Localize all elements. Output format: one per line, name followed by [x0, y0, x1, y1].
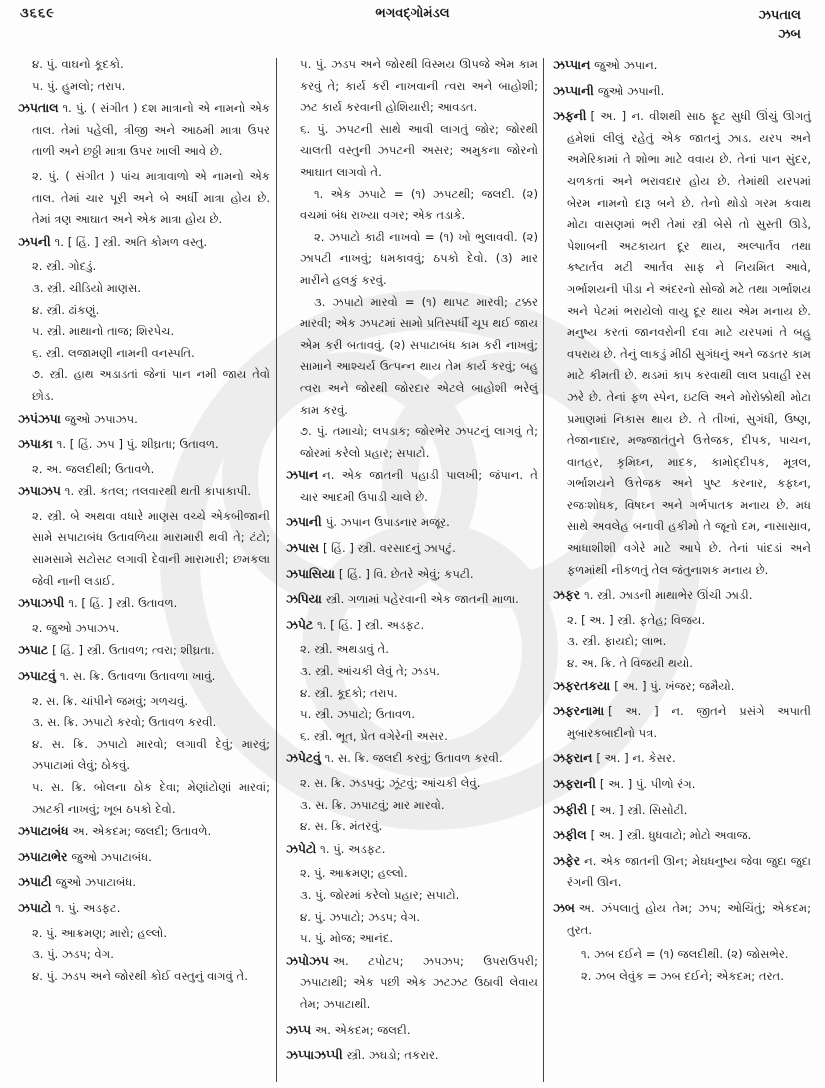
sense-definition: ૪. સ્ત્રી. ઢાંકણું. — [32, 302, 100, 317]
dictionary-entry — [286, 614, 538, 637]
definition-text: [ અ. ] ન. જીતને પ્રસંગે અપાતી મુબારકબાદીનો પત્ર. — [567, 704, 811, 740]
sense-definition: ૪. અ. ક્રિ. તે વિજયી થયો. — [567, 656, 693, 671]
definition-text: ૧. [ હિં. ઝપ ] પું. શીઘ્રતા; ઉતાવળ. — [56, 437, 219, 452]
definition-text: ૧. પું. અડફટ. — [320, 841, 386, 856]
sense-definition: ૨. પું. આક્રમણ; મારો; હલ્લો. — [32, 925, 168, 940]
headword: ઝપાઝપી — [18, 595, 65, 611]
dictionary-entry — [286, 588, 538, 611]
dictionary-entry — [286, 950, 538, 1016]
definition-text: ૧. પું. ( સંગીત ) દશ માત્રાનો એ નામનો એક તાલ. તેમાં પહેલી, ત્રીજી અને આઠમી માત્રા ઉપર તાળી અને છઠ્ઠી માત્રા ઉપર ખાલી આવે છે. — [32, 101, 270, 159]
dictionary-entry — [18, 480, 270, 503]
dictionary-entry — [286, 1044, 538, 1067]
dictionary-entry — [553, 824, 811, 847]
dictionary-entry — [18, 846, 270, 869]
definition-text: જુઓ ઝપાન. — [594, 58, 658, 72]
dictionary-entry — [18, 433, 270, 456]
headword: ઝપાસ — [286, 540, 319, 556]
definition-text: ૧. સ. ક્રિ. જલદી કરવું; ઉતાવળ કરવી. — [324, 751, 503, 766]
definition-text: જુઓ ઝપાઝપ. — [64, 411, 138, 426]
sense-definition: ૨. સ. ક્રિ. ઝડપવું; ઝૂંટવું; આંચકી લેવું. — [300, 776, 481, 790]
definition-text: [ હિં. ] વિ. છેતરે એવું; કપટી. — [338, 566, 474, 581]
definition-text: સ્ત્રી. ઝઘડો; તકરાર. — [346, 1048, 439, 1063]
headword: ઝફેર — [553, 852, 581, 868]
sense-definition: ૬. પું. ઝપટની સાથે આવી લાગતું જોર; જોરથી ચાલતી વસ્તુની ઝપટની અસર; અમુકના જોરનો આઘાત લાગવો તે. — [300, 121, 538, 179]
headword: ઝપાટાબંધ — [18, 823, 69, 839]
headword: ઝપાટ — [18, 642, 49, 658]
dictionary-entry — [553, 105, 811, 581]
headword: ઝબ — [553, 899, 575, 915]
sense-definition: ૫. સ્ત્રી. માથાનો તાજ; શિરપેચ. — [32, 324, 175, 339]
headword: ઝપાટાભેર — [18, 848, 68, 864]
dictionary-entry — [553, 700, 811, 744]
sense-definition: ૪. પું. ઝપાટો; ઝડપ; વેગ. — [300, 909, 421, 924]
definition-text: સ્ત્રી. ગળામાં પહેરવાની એક જાતની માળા. — [325, 592, 519, 607]
dictionary-entry — [553, 773, 811, 796]
definition-text: ૧. [ હિં. ] સ્ત્રી. ઉતાવળ. — [68, 596, 178, 611]
column-divider — [276, 58, 277, 1082]
guide-word-first: ઝપતાલ — [758, 8, 801, 23]
page-number: ૩૬૬૯ — [20, 6, 55, 21]
sense-definition: ૨. સ. ક્રિ. ચાંપીને જમવું; ગળચવું. — [32, 693, 189, 708]
definition-text: ૧. સ્ત્રી. કતલ; તલવારથી થતી કાપાકાપી. — [64, 484, 252, 499]
definition-text: જુઓ ઝપાની. — [597, 83, 665, 98]
dictionary-entry — [286, 537, 538, 560]
column-middle — [286, 54, 538, 1088]
headword: ઝપેટ — [286, 616, 314, 632]
page-header — [0, 0, 825, 46]
definition-text: [ હિં. ] સ્ત્રી. ઉતાવળ; ત્વરા; શીઘ્રતા. — [52, 643, 215, 658]
headword: ઝપ્પાઝપ્પી — [286, 1047, 343, 1063]
sense-definition: ૪. પું. વાઘનો કૂદકો. — [32, 57, 124, 71]
definition-text: [ અ. ] સ્ત્રી. ધુધવાટો; મોટો અવાજ. — [590, 828, 752, 843]
sense-definition: ૭. સ્ત્રી. હાથ અડાડતાં જેનાં પાન નમી જાય તેવો છોડ. — [32, 367, 270, 403]
sense-definition: ૩. પું. ઝડપ; વેગ. — [32, 947, 114, 962]
sense-definition: ૩. સ્ત્રી. આંચકી લેવું તે; ઝડપ. — [300, 664, 440, 679]
definition-text: ૧. [ હિં. ] સ્ત્રી. અતિ કોમળ વસ્તુ. — [54, 234, 208, 249]
dictionary-entry — [18, 665, 270, 688]
sense-definition: ૬. સ્ત્રી. લજામણી નામની વનસ્પતિ. — [32, 345, 195, 360]
definition-text: [ અ. ] પું. પીળો રંગ. — [599, 777, 696, 791]
dictionary-entry — [286, 511, 538, 534]
definition-text: [ અ. ] પું. ખંજર; જમૈયો. — [614, 678, 735, 693]
definition-text: અ. ટપોટપ; ઝપઝપ; ઉપરાઉપરી; ઝપાટાથી; એક પછી એક ઝટઝટ ઉઠાવી લેવાય તેમ; ઝપાટાથી. — [300, 953, 538, 1011]
sense-definition: ૬. સ્ત્રી. ભૂત, પ્રેત વગેરેની અસર. — [300, 728, 448, 743]
headword: ઝફરનામા — [553, 703, 605, 719]
definition-text: ૧. [ હિં. ] સ્ત્રી. અડફટ. — [317, 617, 425, 632]
definition-text: અ. એકદમ; જલદી; ઉતાવળે. — [72, 824, 212, 839]
sense-definition: ૩. સ. ક્રિ. ઝપાટો કરવો; ઉતાવળ કરવી. — [32, 715, 217, 730]
sense-definition: ૨. જુઓ ઝપાઝપ. — [32, 620, 120, 635]
sense-definition: ૨. સ્ત્રી. ગોદડું. — [32, 259, 97, 274]
idiom-phrase: ૨. ઝબ લેવુંક = ઝબ દઈને; એકદમ; તરત. — [581, 968, 784, 983]
dictionary-entry — [553, 850, 811, 894]
sense-definition: ૫. સ્ત્રી. ઝપાટો; ઉતાવળ. — [300, 707, 416, 722]
sense-definition: ૨. અ. જલદીથી; ઉતાવળે. — [32, 461, 155, 476]
sense-definition: ૨. પું. આક્રમણ; હલ્લો. — [300, 866, 408, 881]
definition-text: અ. એકદમ; જલદી. — [315, 1022, 411, 1037]
sense-definition: ૩. સ્ત્રી. ચીડિયો માણસ. — [32, 280, 142, 295]
headword: ઝપાની — [286, 514, 322, 530]
headword: ઝપિયા — [286, 591, 322, 607]
headword: ઝપાન — [286, 467, 319, 483]
sense-definition: ૩. સ્ત્રી. ફાયદો; લાભ. — [567, 634, 667, 649]
dictionary-entry — [18, 820, 270, 843]
sense-definition: ૫. સ. ક્રિ. બોલના ઠોક દેવા; મેણાંટોણાં મારવાં; ઝાટકી નાખવું; ખૂબ ઠપકો દેવો. — [32, 780, 270, 816]
headword: ઝફની — [553, 108, 587, 124]
dictionary-entry — [286, 838, 538, 861]
sense-definition: ૨. સ્ત્રી. અથડાવું તે. — [300, 642, 389, 657]
definition-text: ૧. પું. અડફટ. — [55, 900, 121, 915]
headword: ઝફરાની — [553, 776, 596, 791]
sense-definition: ૨. [ અ. ] સ્ત્રી. ફતેહ; વિજય. — [567, 612, 706, 627]
idiom-phrase: ૧. ઝબ દઈને = (૧) જલદીથી. (૨) જોસભેર. — [581, 947, 789, 962]
headword: ઝફર — [553, 587, 581, 603]
idiom-phrase: ૩. ઝપાટો મારવો = (૧) થાપટ મારવી; ટક્કર મારવી; એક ઝપટમાં સામો પ્રતિસ્પર્ધી ચૂપ થઈ જાય એમ કરી બતાવવું. (૨) સપાટાબંધ કામ કરી નાખવું; સામાને આશ્ચર્ય ઉત્પન્ન થાય તેમ કાર્ય કરવું; બહુ ત્વરા અને જોરથી જોરદાર એટલે બાહોશી ભરેલું કામ કરવું. — [300, 294, 538, 417]
headword: ઝપંઝપા — [18, 410, 61, 426]
dictionary-entry — [18, 231, 270, 254]
dictionary-entry — [286, 747, 538, 770]
sense-definition: ૪. સ. ક્રિ. ઝપાટો મારવો; લગાવી દેવું; મારવું; ઝપાટામાં લેવું; ઠોકવું. — [32, 736, 270, 773]
definition-text: [ અ. ] સ્ત્રી. સિસોટી. — [591, 802, 688, 817]
definition-text: [ અ. ] ન. વીશથી સાઠ ફૂટ સુધી ઊંચું ઊગતું હમેશાં લીલું રહેતું એક જાતનું ઝાડ. યરપ અને અમેરિકામાં તે શોભા માટે વવાય છે. તેનાં પાન સુંદર, ચળકતાં અને ભરાવદાર હોય છે. તેમાંથી યરપમાં બેરમ નામનો દારૂ બને છે. તેનો થોડો ગરમ કવાથ મોટા વાસણમાં ભરી તેમાં સ્ત્રી બેસે તો સુસ્તી ઊડે, પેશાબની અટકાયત દૂર થાય, અલ્પાર્તવ તથા કષ્ટાર્તવ મટી આર્તવ સાફ ને નિયમિત આવે, ગર્ભાશયની પીડા ને અંદરનો સોજો મટે તથા ગર્ભાશય અને પેટમાં ભરાયેલો વાયુ દૂર થાય એમ મનાય છે. મનુષ્ય કરતાં જાનવરોની દવા માટે યરપમાં તે બહુ વપરાય છે. તેનું લાકડું મીઠી સુગંધનું અને જડતર કામ માટે કીમતી છે. થડમાં કાપ કરવાથી લાલ પ્રવાહી રસ ઝરે છે. તેનાં ફળ સ્પેન, ઇટલિ અને મોરોક્કોથી મોટા પ્રમાણમાં નિકાસ થાય છે. તે તીખાં, સુગંધી, ઉષ્ણ, તેજાનાદાર, મજ્જાતંતુને ઉત્તેજક, દીપક, પાચન, વાતહર, કૃમિઘ્ન, માદક, કામોદ્દીપક, મૂત્રલ, ગર્ભાશયને ઉત્તેજક અને પુષ્ટ કરનાર, કફઘ્ન, રજઃશોધક, વિષઘ્ન અને ગર્ભપાતક મનાય છે. મધ સાથે અવલેહ બનાવી હકીમો તે જૂનો દમ, નાસાસ્રાવ, આધાશીશી વગેરે માટે આપે છે. તેનાં પાંદડાં અને ફળમાંથી નીકળતું તેલ જંતુનાશક મનાય છે. — [567, 109, 811, 577]
dictionary-entry — [553, 584, 811, 607]
idiom-phrase: ૨. ઝપાટો કાઢી નાખવો = (૧) ખો ભુલાવવી. (૨) ઝાપટી નાખવું; ધમકાવવું; ઠપકો દેવો. (૩) માર મારીને હલકું કરવું. — [300, 229, 538, 287]
idiom-phrase: ૧. એક ઝપાટે = (૧) ઝપટથી; જલદી. (૨) વચમાં બંધ રાખ્યા વગર; એક તડાકે. — [300, 186, 538, 223]
sense-definition: ૫. પું. મોજ; આનંદ. — [300, 931, 394, 946]
sense-definition: ૨. પું. ( સંગીત ) પાંચ માત્રાવાળો એ નામનો એક તાલ. તેમાં ચાર પૂરી અને બે અર્ધી માત્રા હોય છે. તેમાં ત્રણ આઘાત અને એક માત્રા હોય છે. — [32, 168, 270, 227]
definition-text: પું. ઝપાન ઉપાડનાર મજૂર. — [325, 515, 450, 530]
headword: ઝફરાન — [553, 750, 593, 766]
column-right — [553, 54, 811, 1088]
dictionary-entry — [18, 97, 270, 163]
headword: ઝપતાલ — [18, 100, 59, 116]
headword: ઝપ્પ — [286, 1021, 312, 1037]
dictionary-entry — [286, 464, 538, 508]
sense-definition: ૩. સ. ક્રિ. ઝપાટવું; માર મારવો. — [300, 797, 445, 812]
sense-definition: ૨. સ્ત્રી. બે અથવા વધારે માણસ વચ્ચે એકબીજાની સામે સપાટાબંધ ઉતાવળિયા મારામારી થવી તે; ટંટો; સામસામે સટોસટ લગાવી દેવાની મારામારી; છમકલા જેવી નાની લડાઈ. — [32, 508, 270, 588]
dictionary-entry — [553, 799, 811, 822]
dictionary-entry — [553, 747, 811, 770]
sense-definition: ૩. પું. જોરમાં કરેલો પ્રહાર; સપાટો. — [300, 887, 460, 902]
headword: ઝપેટવું — [286, 750, 321, 766]
headword: ઝફીરી — [553, 801, 588, 817]
definition-text: જુઓ ઝપાટાબંધ. — [55, 875, 137, 890]
headword: ઝપોઝપ — [286, 952, 329, 968]
definition-text: ન. એક જાતની ઊન; મેઘધનુષ્ય જેવા જુદા જુદા રંગની ઊન. — [567, 853, 811, 890]
dictionary-entry — [18, 408, 270, 431]
headword: ઝપાકા — [18, 436, 53, 452]
headword: ઝપ્પાની — [553, 82, 594, 98]
dictionary-entry — [553, 897, 811, 941]
dictionary-entry — [18, 871, 270, 894]
sense-definition: ૪. સ્ત્રી. કૂદકો; તરાપ. — [300, 685, 398, 700]
definition-text: ન. એક જાતની પહાડી પાલખી; જંપાન. તે ચાર આદમી ઉપાડી ચાલે છે. — [300, 468, 538, 504]
definition-text: અ. ઝંપલાતું હોય તેમ; ઝપ; ઓચિંતું; એકદમ; તુરત. — [567, 900, 811, 937]
definition-text: [ અ. ] ન. કેસર. — [596, 751, 676, 766]
headword: ઝપાટો — [18, 899, 52, 915]
definition-text: [ હિં. ] સ્ત્રી. વરસાદનું ઝાપટું. — [322, 541, 456, 556]
column-left — [18, 54, 270, 1088]
headword: ઝફીલ — [553, 827, 587, 843]
headword: ઝપેટો — [286, 840, 317, 856]
headword: ઝપ્પાન — [553, 57, 591, 72]
definition-text: ૧. સ્ત્રી. ઝાડની માથાભેર ઊંચી ઝાડી. — [584, 588, 753, 603]
headword: ઝપાસિયા — [286, 565, 335, 581]
headword: ઝપાઝપ — [18, 483, 61, 499]
headword: ઝફરતકયા — [553, 677, 611, 693]
headword: ઝપાટવું — [18, 668, 56, 684]
dictionary-entry — [18, 639, 270, 662]
dictionary-entry — [18, 592, 270, 615]
definition-text: ૧. સ. ક્રિ. ઉતાવળા ઉતાવળા ખાવું. — [59, 669, 216, 684]
headword: ઝપાટી — [18, 874, 52, 890]
sense-definition: ૫. પું. ઝડપ અને જોરથી વિસ્મય ઊપજે એમ કામ કરવું તે; કાર્ય કરી નાખવાની ત્વરા અને બાહોશી; ઝટ કાર્ય કરવાની હોશિયારી; આવડત. — [300, 57, 538, 115]
dictionary-entry — [553, 80, 811, 103]
definition-text: જુઓ ઝપાટાબંધ. — [71, 849, 152, 864]
dictionary-entry — [553, 675, 811, 698]
sense-definition: ૫. પું. હુમલો; તરાપ. — [32, 78, 126, 93]
sense-definition: ૪. પું. ઝડપ અને જોરથી કોઈ વસ્તુનું વાગવું તે. — [32, 968, 248, 983]
headword: ઝપની — [18, 233, 51, 249]
dictionary-entry — [286, 1019, 538, 1042]
sense-definition: ૪. સ. ક્રિ. મંતરવું. — [300, 819, 383, 834]
guide-words — [759, 6, 801, 44]
column-divider — [543, 58, 544, 1082]
dictionary-entry — [286, 563, 538, 586]
sense-definition: ૭. પું. તમાચો; લપડાક; જોરભેર ઝપટનું લાગવું તે; જોરમાં કરેલો પ્રહાર; સપાટો. — [300, 424, 538, 460]
running-title: ભગવદ્ગોમંડલ — [375, 6, 450, 21]
dictionary-entry — [553, 54, 811, 77]
dictionary-entry — [18, 897, 270, 920]
guide-word-last: ઝબ — [778, 27, 801, 42]
